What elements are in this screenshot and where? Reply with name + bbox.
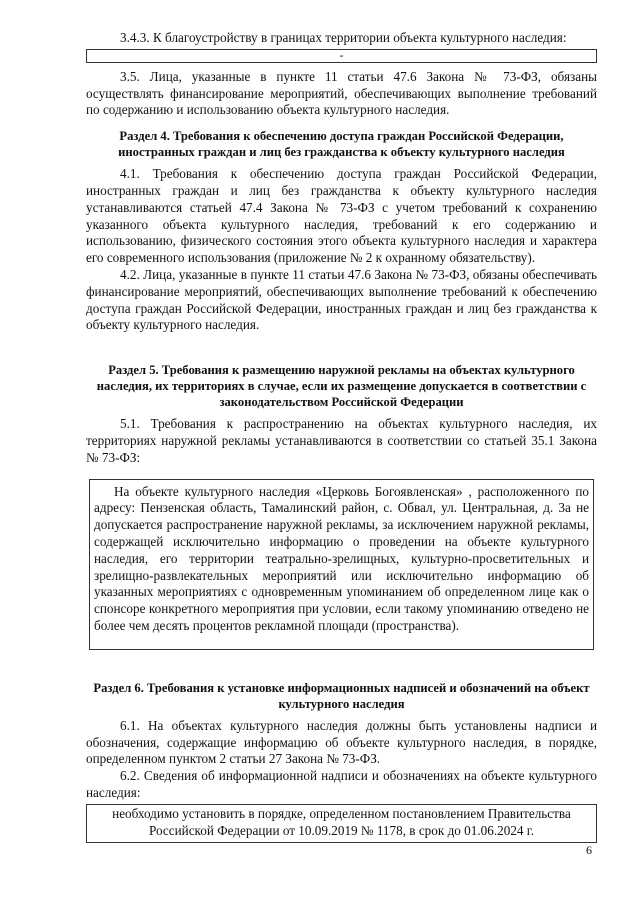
item-5-1: 5.1. Требования к распространению на объектах культурного наследия, их территориях наружной рекламы устанавливаются в соответствии со статьей 35.1 Закона № 73-ФЗ: [86, 416, 597, 465]
section-6-heading: Раздел 6. Требования к установке информационных надписей и обозначений на объект культурного наследия [93, 680, 590, 711]
item-3-4-3-value-box [86, 49, 597, 63]
item-3-5: 3.5. Лица, указанные в пункте 11 статьи 47.6 Закона № 73-ФЗ, обязаны осуществлять финансирование мероприятий, обеспечивающих выполнение требований по содержанию и использованию объекта культурного наследия. [86, 68, 597, 118]
item-6-1: 6.1. На объектах культурного наследия должны быть установлены надписи и обозначения, содержащие информацию об объекте культурного наследия, в порядке, определенном пунктом 2 статьи 27 Закона № 73-ФЗ. [86, 717, 597, 767]
section-4-heading: Раздел 4. Требования к обеспечению доступа граждан Российской Федерации, иностранных граждан и лиц без гражданства к объекту культурного наследия [118, 129, 565, 160]
page-number: 6 [586, 843, 592, 857]
item-6-2: 6.2. Сведения об информационной надписи и обозначениях на объекте культурного наследия: [86, 768, 597, 800]
information-sign-box [86, 804, 597, 844]
advertising-requirements-text: На объекте культурного наследия «Церковь Богоявленская» , расположенного по адресу: Пензенская область, Тамалинский район, с. Обвал, ул. Центральная, д. 3а не допускается распространение наружной рекламы, за исключением наружной рекламы, содержащей исключительно информацию о проведении на объекте культурного наследия, его территории театрально-зрелищных, культурно-просветительных и зрелищно-развлекательных мероприятий или исключительно информацию об указанных мероприятиях с одновременным упоминанием об определенном лице как о спонсоре конкретного мероприятия при условии, если такому упоминанию отведено не более чем десять процентов рекламной площади (пространства). [94, 483, 589, 633]
information-sign-text: необходимо установить в порядке, определенном постановлением Правительства Российской Федерации от 10.09.2019 № 1178, в срок до 01.06.2024 г. [112, 805, 571, 838]
section-5-heading: Раздел 5. Требования к размещению наружной рекламы на объектах культурного наследия, их территориях в случае, если их размещение допускается в соответствии с законодательством Российской Федерации [96, 363, 587, 410]
item-4-1: 4.1. Требования к обеспечению доступа граждан Российской Федерации, иностранных граждан и лиц без гражданства к объекту культурного наследия устанавливаются статьей 47.4 Закона № 73-ФЗ с учетом требований к сохранению указанного объекта культурного наследия, требований к его содержанию и использованию, физического состояния этого объекта культурного наследия и характера его современного использования (приложение № 2 к охранному обязательству). [86, 166, 597, 266]
item-4-2: 4.2. Лица, указанные в пункте 11 статьи 47.6 Закона № 73-ФЗ, обязаны обеспечивать финансирование мероприятий, обеспечивающих выполнение требований к обеспечению доступа граждан Российской Федерации, иностранных граждан и лиц без гражданства к объекту культурного наследия. [86, 266, 597, 333]
advertising-requirements-box [89, 479, 594, 650]
document-page [86, 30, 597, 843]
item-3-4-3: 3.4.3. К благоустройству в границах территории объекта культурного наследия: [120, 30, 567, 45]
item-3-4-3-value: - [339, 47, 344, 62]
